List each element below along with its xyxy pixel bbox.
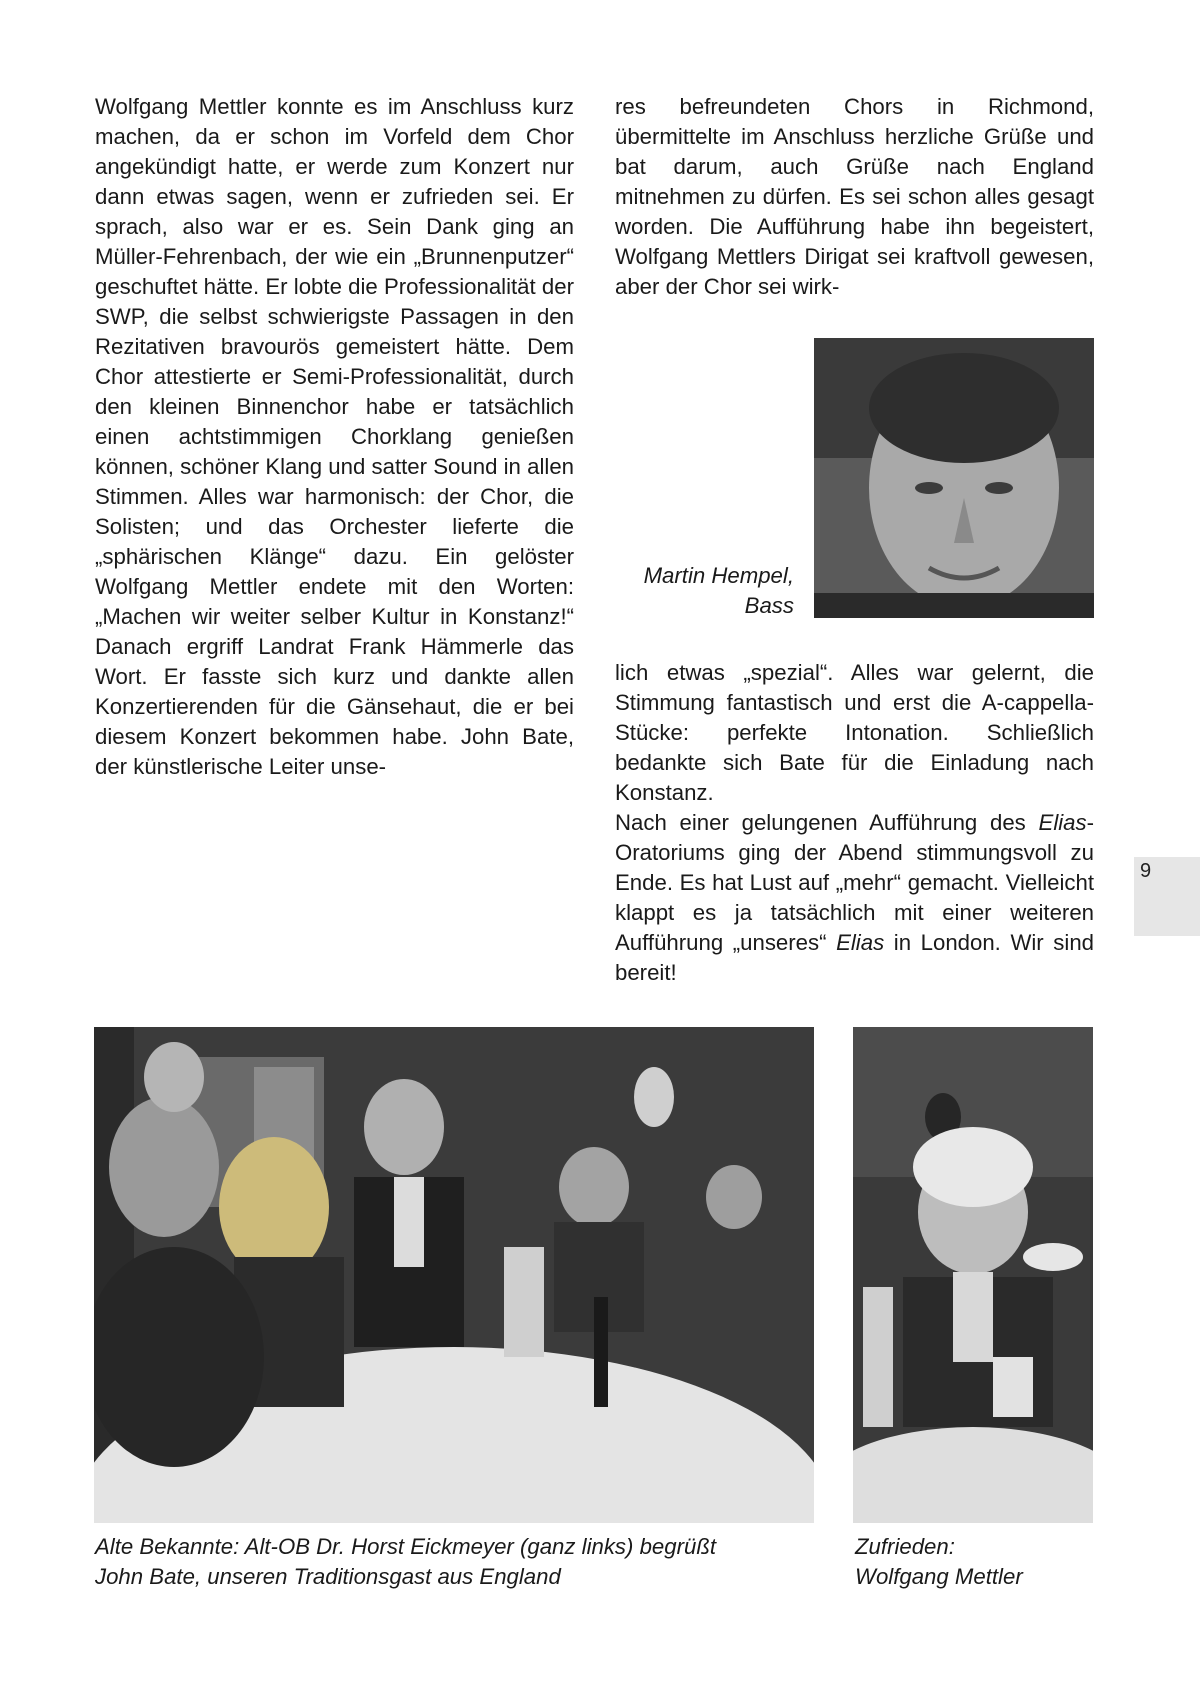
banquet-caption-line: Alte Bekannte: Alt-OB Dr. Horst Eickmeyer (ganz links) begrüßt: [95, 1534, 717, 1559]
article-paragraph: lich etwas „spezial“. Alles war gelernt, die Stimmung fantastisch und erst die A-cappella-Stücke: perfekte Intonation. Schließlich bedankte sich Bate für die Einladung nach Konstanz.: [615, 660, 1094, 805]
banquet-caption: [95, 1532, 815, 1592]
portrait-caption-voice: Bass: [744, 593, 794, 618]
article-left-column: Wolfgang Mettler konnte es im Anschluss kurz machen, da er schon im Vorfeld dem Chor angekündigt hatte, er werde zum Konzert nur dann etwas sagen, wenn er zufrieden sei. Er sprach, also war er es. Sein Dank ging an Müller-Fehrenbach, der wie ein „Brunnenputzer“ geschuftet hätte. Er lobte die Professionalität der SWP, die selbst schwierigste Passagen in den Rezitativen bravourös gemeistert hätte. Dem Chor attestierte er Semi-Professionalität, durch den kleinen Binnenchor habe er tatsächlich einen achtstimmigen Chorklang genießen können, schöner Klang und satter Sound in allen Stimmen. Alles war harmonisch: der Chor, die Solisten; und das Orchester lieferte die „sphärischen Klänge“ dazu. Ein gelöster Wolfgang Mettler endete mit den Worten: „Machen wir weiter selber Kultur in Konstanz!“ Danach ergriff Landrat Frank Hämmerle das Wort. Er fasste sich kurz und dankte allen Konzertierenden für die Gänsehaut, die er bei diesem Konzert bekommen habe. John Bate, der künstlerische Leiter unse-: [95, 94, 574, 779]
mettler-caption-line: Zufrieden:: [855, 1534, 955, 1559]
portrait-caption: [600, 561, 794, 621]
mettler-caption: [855, 1532, 1095, 1592]
article-right-column-top: res befreundeten Chors in Richmond, übermittelte im Anschluss herzliche Grüße und bat darum, auch Grüße nach England mitnehmen zu dürfen. Es sei schon alles gesagt worden. Die Aufführung habe ihn begeistert, Wolfgang Mettlers Dirigat sei kraftvoll gewesen, aber der Chor sei wirk-: [615, 94, 1094, 299]
article-right-column-bottom: [615, 658, 1094, 988]
work-title: Elias: [1038, 810, 1087, 835]
article-paragraph-closing: [615, 808, 1094, 988]
portrait-caption-name: Martin Hempel,: [643, 563, 794, 588]
text-run: in London. Wir sind bereit!: [615, 930, 1095, 985]
text-run: -Oratoriums ging der Abend stimmungsvoll zu Ende. Es hat Lust auf „mehr“ gemacht. Vielleicht klappt es ja tatsächlich mit einer weiteren Aufführung „unseres“: [615, 810, 1094, 955]
work-title: Elias: [836, 930, 885, 955]
text-run: Nach einer gelungenen Aufführung des: [615, 810, 1039, 835]
portrait-photo-martin-hempel: [814, 338, 1094, 618]
page-number: 9: [1140, 860, 1152, 882]
banquet-caption-line: John Bate, unseren Traditionsgast aus England: [95, 1564, 561, 1589]
mettler-photo: [853, 1027, 1093, 1523]
banquet-photo: [94, 1027, 814, 1523]
mettler-caption-line: Wolfgang Mettler: [855, 1564, 1023, 1589]
